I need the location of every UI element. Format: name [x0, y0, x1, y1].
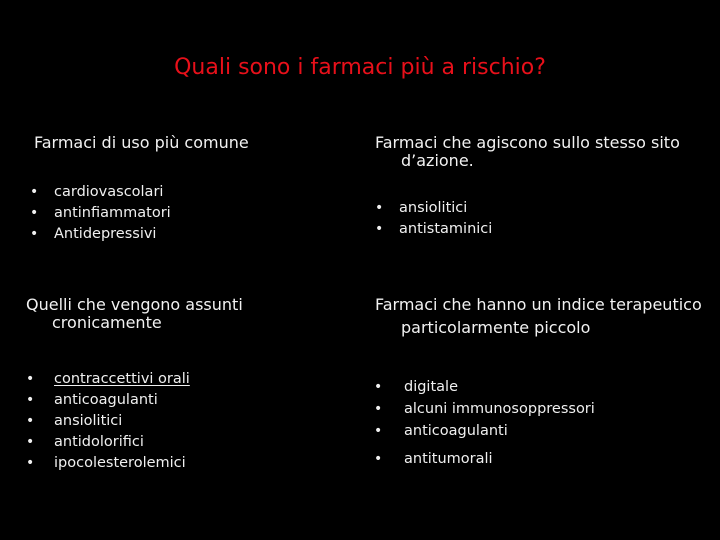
bullet-icon: •	[30, 184, 39, 200]
list-item: • alcuni immunosoppressori	[374, 398, 595, 420]
bullet-icon: •	[374, 379, 383, 395]
list-item: • antinfiammatori	[30, 203, 171, 224]
bullet-icon: •	[26, 455, 35, 471]
bullet-icon: •	[26, 371, 35, 387]
bullet-icon: •	[374, 423, 383, 439]
heading-common-drugs-text: Farmaci di uso più comune	[34, 133, 249, 152]
slide-title: Quali sono i farmaci più a rischio?	[174, 55, 546, 80]
list-item: • ansiolitici	[26, 411, 190, 432]
list-item: • antidolorifici	[26, 432, 190, 453]
list-item: • ipocolesterolemici	[26, 453, 190, 474]
bullet-icon: •	[26, 413, 35, 429]
list-chronic	[26, 369, 190, 474]
bullet-icon: •	[26, 392, 35, 408]
heading-chronic-line2: cronicamente	[52, 313, 162, 332]
heading-same-site-line1: Farmaci che agiscono sullo stesso sito	[375, 133, 680, 152]
list-item: • Antidepressivi	[30, 224, 171, 245]
list-common-drugs	[30, 182, 171, 245]
heading-narrow-index-line2: particolarmente piccolo	[401, 318, 591, 337]
heading-narrow-index-line1: Farmaci che hanno un indice terapeutico	[375, 295, 702, 314]
bullet-icon: •	[30, 226, 39, 242]
heading-chronic-line1: Quelli che vengono assunti	[26, 295, 243, 314]
bullet-icon: •	[26, 434, 35, 450]
list-item: • anticoagulanti	[374, 420, 595, 442]
list-narrow-index	[374, 376, 595, 470]
bullet-icon: •	[30, 205, 39, 221]
list-item: • antitumorali	[374, 448, 595, 470]
list-item: • antistaminici	[375, 219, 492, 240]
list-item: • anticoagulanti	[26, 390, 190, 411]
bullet-icon: •	[374, 401, 383, 417]
bullet-icon: •	[375, 221, 384, 237]
heading-common-drugs	[34, 134, 249, 152]
heading-chronic	[26, 296, 243, 332]
bullet-icon: •	[375, 200, 384, 216]
heading-same-site-line2: d’azione.	[401, 151, 474, 170]
heading-same-site	[375, 134, 680, 170]
list-same-site	[375, 198, 492, 240]
list-item: • cardiovascolari	[30, 182, 171, 203]
list-item: • digitale	[374, 376, 595, 398]
bullet-icon: •	[374, 451, 383, 467]
heading-narrow-index	[375, 296, 702, 337]
list-item: • ansiolitici	[375, 198, 492, 219]
list-item: • contraccettivi orali	[26, 369, 190, 390]
